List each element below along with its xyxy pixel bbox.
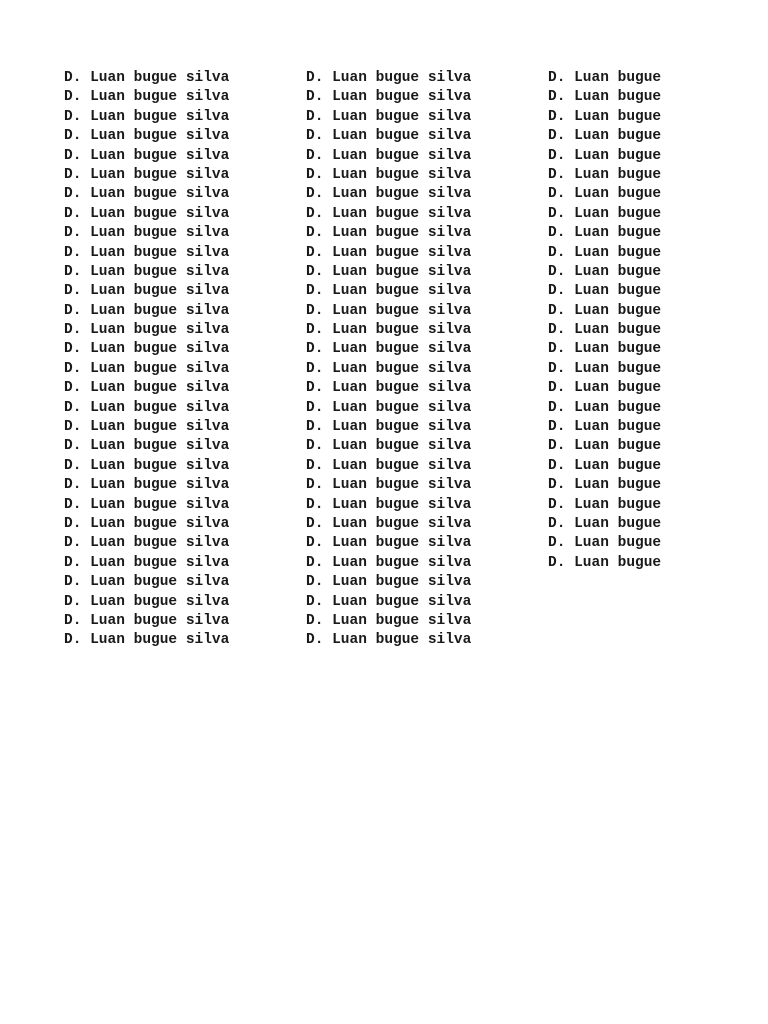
text-column-3 xyxy=(548,69,661,573)
text-line: D. Luan bugue silva xyxy=(306,263,472,280)
text-line: D. Luan bugue silva xyxy=(64,128,230,145)
text-line: D. Luan bugue xyxy=(548,438,662,455)
text-line: D. Luan bugue xyxy=(548,496,662,513)
text-line: D. Luan bugue silva xyxy=(64,108,230,125)
text-line: D. Luan bugue silva xyxy=(64,205,230,222)
text-line: D. Luan bugue silva xyxy=(306,322,472,339)
text-line: D. Luan bugue silva xyxy=(306,360,472,377)
text-line: D. Luan bugue silva xyxy=(64,399,230,416)
text-line: D. Luan bugue silva xyxy=(306,89,472,106)
text-line: D. Luan bugue silva xyxy=(64,341,230,358)
text-line: D. Luan bugue silva xyxy=(306,632,472,649)
text-line: D. Luan bugue xyxy=(548,147,662,164)
text-line: D. Luan bugue silva xyxy=(64,302,230,319)
text-line: D. Luan bugue silva xyxy=(306,496,472,513)
text-line: D. Luan bugue silva xyxy=(64,70,230,86)
text-line: D. Luan bugue silva xyxy=(306,574,472,591)
text-line: D. Luan bugue silva xyxy=(64,457,230,474)
text-line: D. Luan bugue silva xyxy=(306,166,472,183)
text-line: D. Luan bugue silva xyxy=(64,554,230,571)
text-line: D. Luan bugue silva xyxy=(306,225,472,242)
text-line: D. Luan bugue xyxy=(548,244,662,261)
text-line: D. Luan bugue xyxy=(548,225,662,242)
text-line: D. Luan bugue silva xyxy=(64,89,230,106)
text-line: D. Luan bugue silva xyxy=(306,399,472,416)
text-line: D. Luan bugue silva xyxy=(64,360,230,377)
text-line: D. Luan bugue xyxy=(548,89,662,106)
text-line: D. Luan bugue silva xyxy=(306,70,472,86)
text-line: D. Luan bugue silva xyxy=(306,535,472,552)
text-line: D. Luan bugue silva xyxy=(64,496,230,513)
text-line: D. Luan bugue xyxy=(548,166,662,183)
text-line: D. Luan bugue silva xyxy=(64,515,230,532)
text-line: D. Luan bugue silva xyxy=(306,108,472,125)
text-line: D. Luan bugue silva xyxy=(306,554,472,571)
text-line: D. Luan bugue xyxy=(548,341,662,358)
text-line: D. Luan bugue xyxy=(548,70,662,86)
text-line: D. Luan bugue silva xyxy=(306,457,472,474)
text-line: D. Luan bugue xyxy=(548,360,662,377)
text-line: D. Luan bugue silva xyxy=(64,535,230,552)
text-line: D. Luan bugue silva xyxy=(306,205,472,222)
text-line: D. Luan bugue silva xyxy=(64,263,230,280)
text-line: D. Luan bugue silva xyxy=(306,186,472,203)
text-line: D. Luan bugue silva xyxy=(306,302,472,319)
text-line: D. Luan bugue silva xyxy=(64,186,230,203)
text-line: D. Luan bugue xyxy=(548,263,662,280)
text-line: D. Luan bugue xyxy=(548,399,662,416)
text-line: D. Luan bugue silva xyxy=(64,225,230,242)
text-line: D. Luan bugue silva xyxy=(64,632,230,649)
text-line: D. Luan bugue xyxy=(548,535,662,552)
text-line: D. Luan bugue xyxy=(548,419,662,436)
text-line: D. Luan bugue silva xyxy=(306,341,472,358)
text-line: D. Luan bugue silva xyxy=(306,593,472,610)
text-line: D. Luan bugue silva xyxy=(306,477,472,494)
text-line: D. Luan bugue xyxy=(548,322,662,339)
text-line: D. Luan bugue silva xyxy=(64,322,230,339)
text-line: D. Luan bugue xyxy=(548,554,662,571)
text-line: D. Luan bugue silva xyxy=(64,380,230,397)
text-line: D. Luan bugue silva xyxy=(64,244,230,261)
text-line: D. Luan bugue xyxy=(548,283,662,300)
text-line: D. Luan bugue silva xyxy=(306,438,472,455)
text-line: D. Luan bugue xyxy=(548,302,662,319)
text-line: D. Luan bugue silva xyxy=(306,380,472,397)
text-line: D. Luan bugue xyxy=(548,186,662,203)
text-column-2 xyxy=(306,69,471,651)
text-line: D. Luan bugue xyxy=(548,457,662,474)
text-line: D. Luan bugue silva xyxy=(64,283,230,300)
text-line: D. Luan bugue xyxy=(548,108,662,125)
text-line: D. Luan bugue silva xyxy=(306,612,472,629)
text-line: D. Luan bugue silva xyxy=(306,419,472,436)
text-line: D. Luan bugue xyxy=(548,515,662,532)
text-line: D. Luan bugue silva xyxy=(64,438,230,455)
text-line: D. Luan bugue silva xyxy=(306,128,472,145)
text-column-1 xyxy=(64,69,229,651)
text-line: D. Luan bugue silva xyxy=(64,166,230,183)
text-line: D. Luan bugue silva xyxy=(64,477,230,494)
text-line: D. Luan bugue xyxy=(548,128,662,145)
text-line: D. Luan bugue xyxy=(548,380,662,397)
text-line: D. Luan bugue silva xyxy=(64,612,230,629)
text-line: D. Luan bugue silva xyxy=(64,593,230,610)
text-line: D. Luan bugue silva xyxy=(64,574,230,591)
text-line: D. Luan bugue silva xyxy=(306,147,472,164)
text-line: D. Luan bugue silva xyxy=(306,515,472,532)
text-line: D. Luan bugue silva xyxy=(306,283,472,300)
text-line: D. Luan bugue silva xyxy=(306,244,472,261)
text-line: D. Luan bugue silva xyxy=(64,147,230,164)
text-line: D. Luan bugue xyxy=(548,477,662,494)
text-line: D. Luan bugue xyxy=(548,205,662,222)
text-line: D. Luan bugue silva xyxy=(64,419,230,436)
